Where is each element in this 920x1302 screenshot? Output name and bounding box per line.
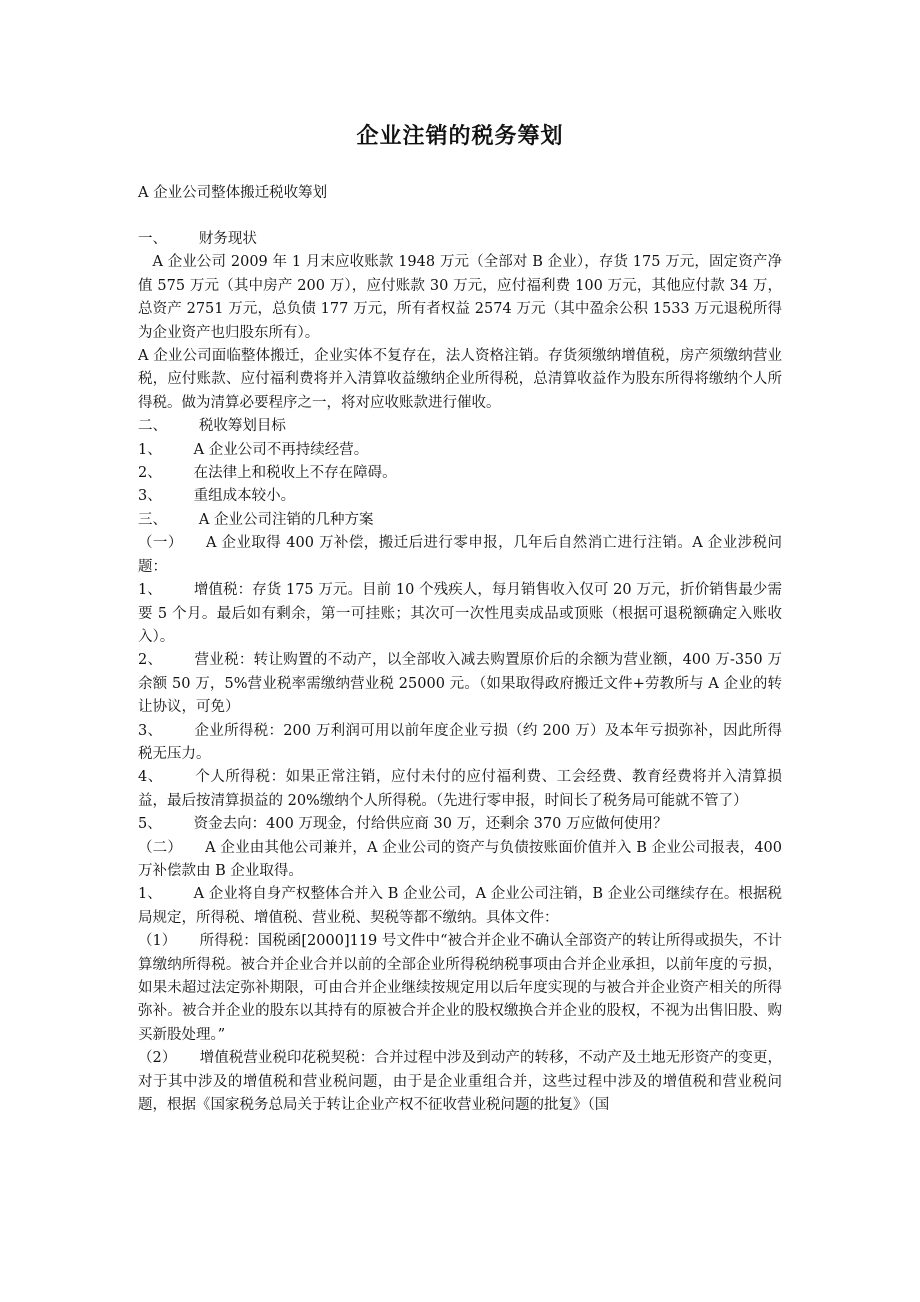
plan-item-2: （二） A 企业由其他公司兼并，A 企业公司的资产与负债按账面价值并入 B 企业公司报表，400 万补偿款由 B 企业取得。: [138, 839, 782, 879]
list-item: 1、 A 企业公司不再持续经营。: [138, 441, 369, 458]
sub-item: （2） 增值税营业税印花税契税：合并过程中涉及到动产的转移，不动产及土地无形资产的变更，对于其中涉及的增值税和营业税问题，由于是企业重组合并，这些过程中涉及的增值税和营业税问题，根据《国家税务总局关于转让企业产权不征收营业税问题的批复》（国: [138, 1050, 782, 1114]
list-item: 5、 资金去向：400 万现金，付给供应商 30 万，还剩余 370 万应做何使用？: [138, 816, 668, 833]
document-subtitle: A 企业公司整体搬迁税收筹划: [138, 185, 328, 201]
document-title: 企业注销的税务筹划: [356, 123, 564, 149]
list-item: 1、 A 企业将自身产权整体合并入 B 企业公司，A 企业公司注销，B 企业公司继续存在。根据税局规定，所得税、增值税、营业税、契税等都不缴纳。具体文件：: [138, 886, 782, 926]
plan-item-1: （一） A 企业取得 400 万补偿，搬迁后进行零申报，几年后自然消亡进行注销。A 企业涉税问题：: [138, 535, 782, 575]
sub-item: （1） 所得税：国税函[2000]119 号文件中“被合并企业不确认全部资产的转让所得或损失，不计算缴纳所得税。被合并企业合并以前的全部企业所得税纳税事项由合并企业承担，以前年度的亏损，如果未超过法定弥补期限，可由合并企业继续按规定用以后年度实现的与被合并企业资产相关的所得弥补。被合并企业的股东以其持有的原被合并企业的股权缴换合并企业的股权，不视为出售旧股、购买新股处理。”: [138, 933, 782, 1043]
list-item: 1、 增值税：存货 175 万元。目前 10 个残疾人，每月销售收入仅可 20 万元，折价销售最少需要 5 个月。最后如有剩余，第一可挂账；其次可一次性甩卖成品或顶账（根据可退税额确定入账收入）。: [138, 582, 782, 645]
body-paragraph: A 企业公司面临整体搬迁，企业实体不复存在，法人资格注销。存货须缴纳增值税，房产须缴纳营业税，应付账款、应付福利费将并入清算收益缴纳企业所得税，总清算收益作为股东所得将缴纳个人所得税。做为清算必要程序之一，将对应收账款进行催收。: [138, 348, 782, 411]
body-paragraph: A 企业公司 2009 年 1 月末应收账款 1948 万元（全部对 B 企业），存货 175 万元，固定资产净值 575 万元（其中房产 200 万），应付账款 30 万元，应付福利费 100 万元，其他应付款 34 万，总资产 2751 万元，总负债 177 万元，所有者权益 2574 万元（其中盈余公积 1533 万元退税所得为企业资产也归股东所有）。: [138, 254, 782, 341]
list-item: 3、 重组成本较小。: [138, 488, 296, 505]
section-heading-3: 三、 A 企业公司注销的几种方案: [138, 511, 374, 528]
section-heading-1: 一、 财务现状: [138, 231, 257, 247]
list-item: 2、 在法律上和税收上不存在障碍。: [138, 465, 397, 482]
list-item: 4、 个人所得税：如果正常注销，应付未付的应付福利费、工会经费、教育经费将并入清算损益，最后按清算损益的 20%缴纳个人所得税。（先进行零申报，时间长了税务局可能就不管了）: [138, 769, 782, 809]
list-item: 2、 营业税：转让购置的不动产，以全部收入减去购置原价后的余额为营业额，400 万-350 万余额 50 万，5%营业税率需缴纳营业税 25000 元。（如果取得政府搬迁文件+劳教所与 A 企业的转让协议，可免）: [138, 652, 782, 716]
list-item: 3、 企业所得税：200 万利润可用以前年度企业亏损（约 200 万）及本年亏损弥补，因此所得税无压力。: [138, 722, 782, 762]
section-heading-2: 二、 税收筹划目标: [138, 418, 286, 435]
